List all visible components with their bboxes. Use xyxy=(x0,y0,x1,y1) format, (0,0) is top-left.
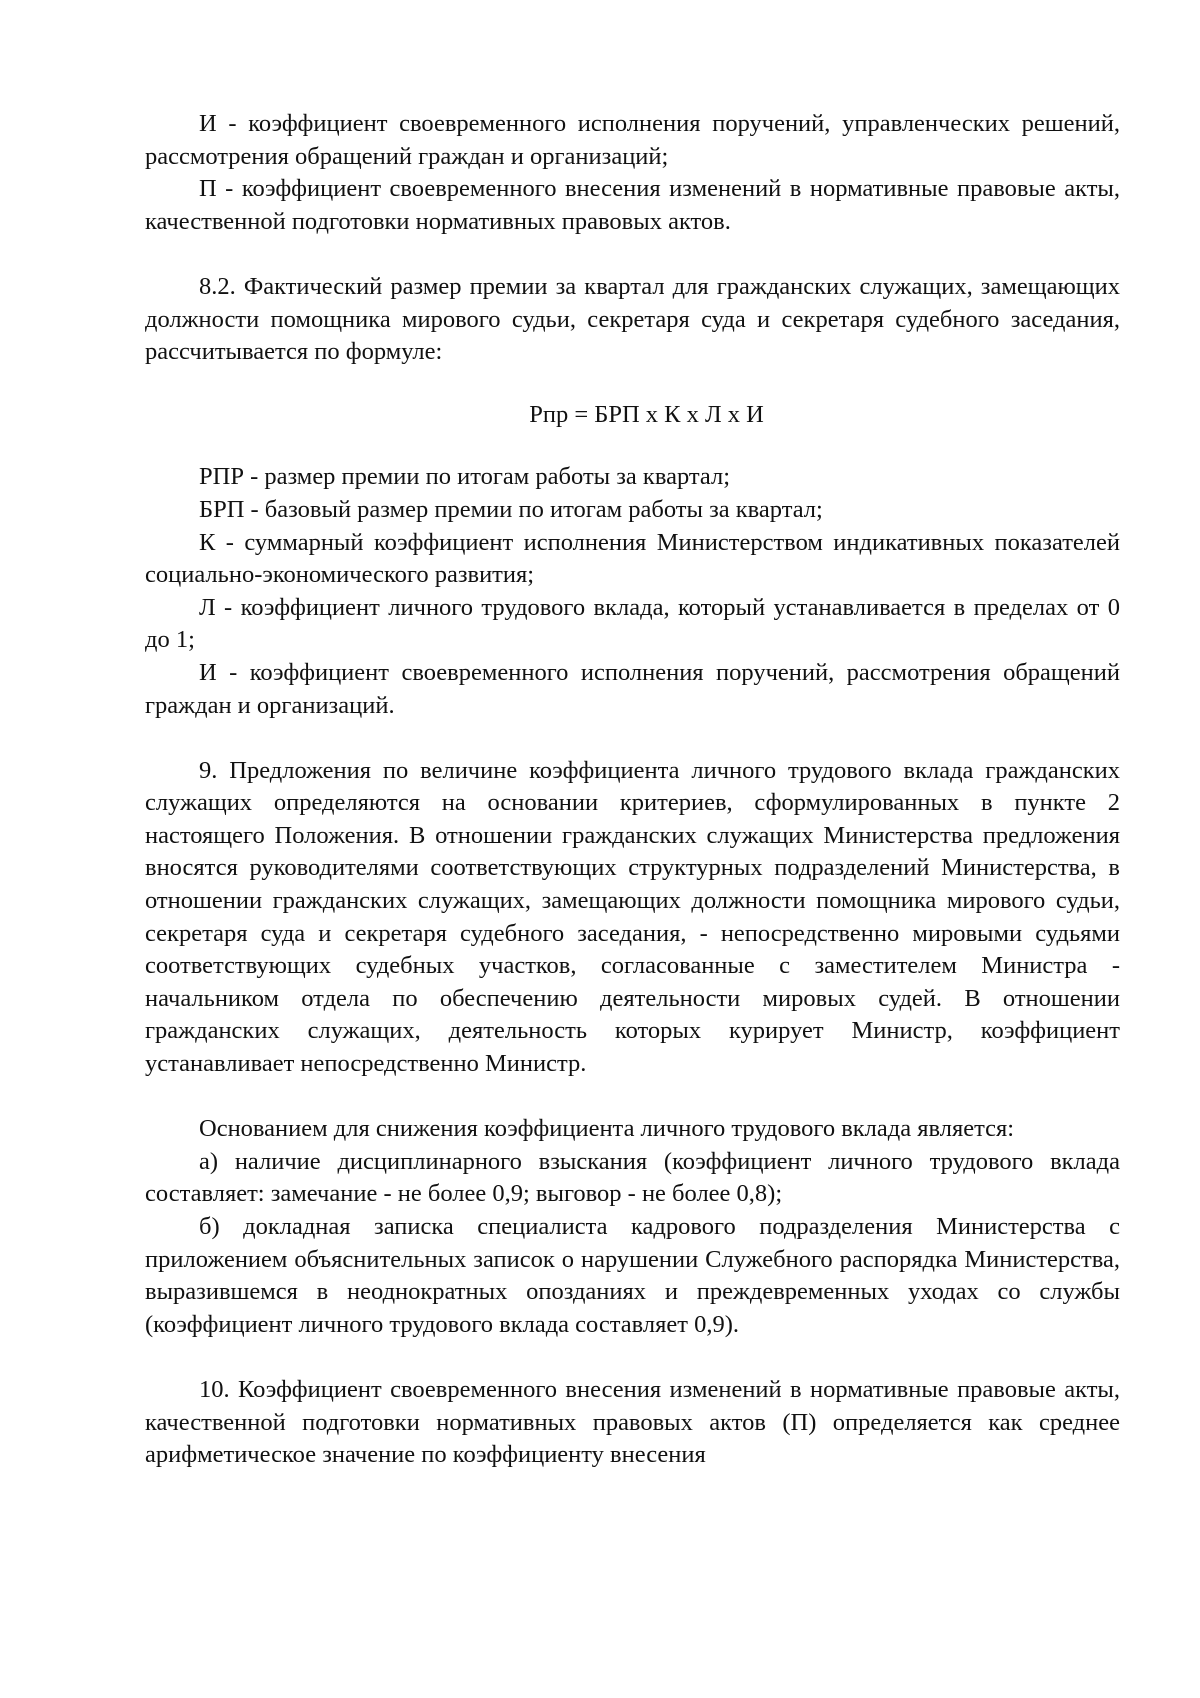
paragraph-coefficient-i: И - коэффициент своевременного исполнения поручений, управленческих решений, рассмотрения обращений граждан и организаций; xyxy=(145,110,1120,170)
paragraph-section-10: 10. Коэффициент своевременного внесения изменений в нормативные правовые акты, качественной подготовки нормативных правовых актов (П) определяется как среднее арифметическое значение по коэффициенту внесения xyxy=(145,1375,1120,1469)
definition-i: И - коэффициент своевременного исполнения поручений, рассмотрения обращений граждан и организаций. xyxy=(145,658,1120,719)
definition-rpr: РПР - размер премии по итогам работы за квартал; xyxy=(199,463,730,491)
definition-k: К - суммарный коэффициент исполнения Министерством индикативных показателей социально-экономического развития; xyxy=(145,528,1120,589)
formula-text: Рпр = БРП х К х Л х И xyxy=(529,400,764,428)
paragraph-reduction-intro: Основанием для снижения коэффициента личного трудового вклада является: xyxy=(199,1115,1015,1143)
definition-l: Л - коэффициент личного трудового вклада, который устанавливается в пределах от 0 до 1; xyxy=(145,593,1120,654)
paragraph-section-9: 9. Предложения по величине коэффициента личного трудового вклада гражданских служащих определяются на основании критериев, сформулированных в пункте 2 настоящего Положения. В отношении гражданских служащих Министерства предложения вносятся руководителями соответствующих структурных подразделений Министерства, в отношении гражданских служащих, замещающих должности помощника мирового судьи, секретаря суда и секретаря судебного заседания, - непосредственно мировыми судьями соответствующих судебных участков, согласованные с заместителем Министра - начальником отдела по обеспечению деятельности мировых судей. В отношении гражданских служащих, деятельность которых курирует Министр, коэффициент устанавливает непосредственно Министр. xyxy=(145,756,1120,1078)
paragraph-reduction-item-a: а) наличие дисциплинарного взыскания (коэффициент личного трудового вклада составляет: замечание - не более 0,9; выговор - не более 0,8); xyxy=(145,1147,1120,1208)
definition-brp: БРП - базовый размер премии по итогам работы за квартал; xyxy=(199,495,823,523)
paragraph-reduction-item-b: б) докладная записка специалиста кадрового подразделения Министерства с приложением объяснительных записок о нарушении Служебного распорядка Министерства, выразившемся в неоднократных опозданиях и преждевременных уходах со службы (коэффициент личного трудового вклада составляет 0,9). xyxy=(145,1213,1120,1338)
document-page xyxy=(145,108,1120,1472)
paragraph-coefficient-p: П - коэффициент своевременного внесения изменений в нормативные правовые акты, качественной подготовки нормативных правовых актов. xyxy=(145,175,1120,235)
formula xyxy=(145,399,1120,432)
paragraph-8-2-intro: 8.2. Фактический размер премии за квартал для гражданских служащих, замещающих должности помощника мирового судьи, секретаря суда и секретаря судебного заседания, рассчитывается по формуле: xyxy=(145,272,1120,366)
